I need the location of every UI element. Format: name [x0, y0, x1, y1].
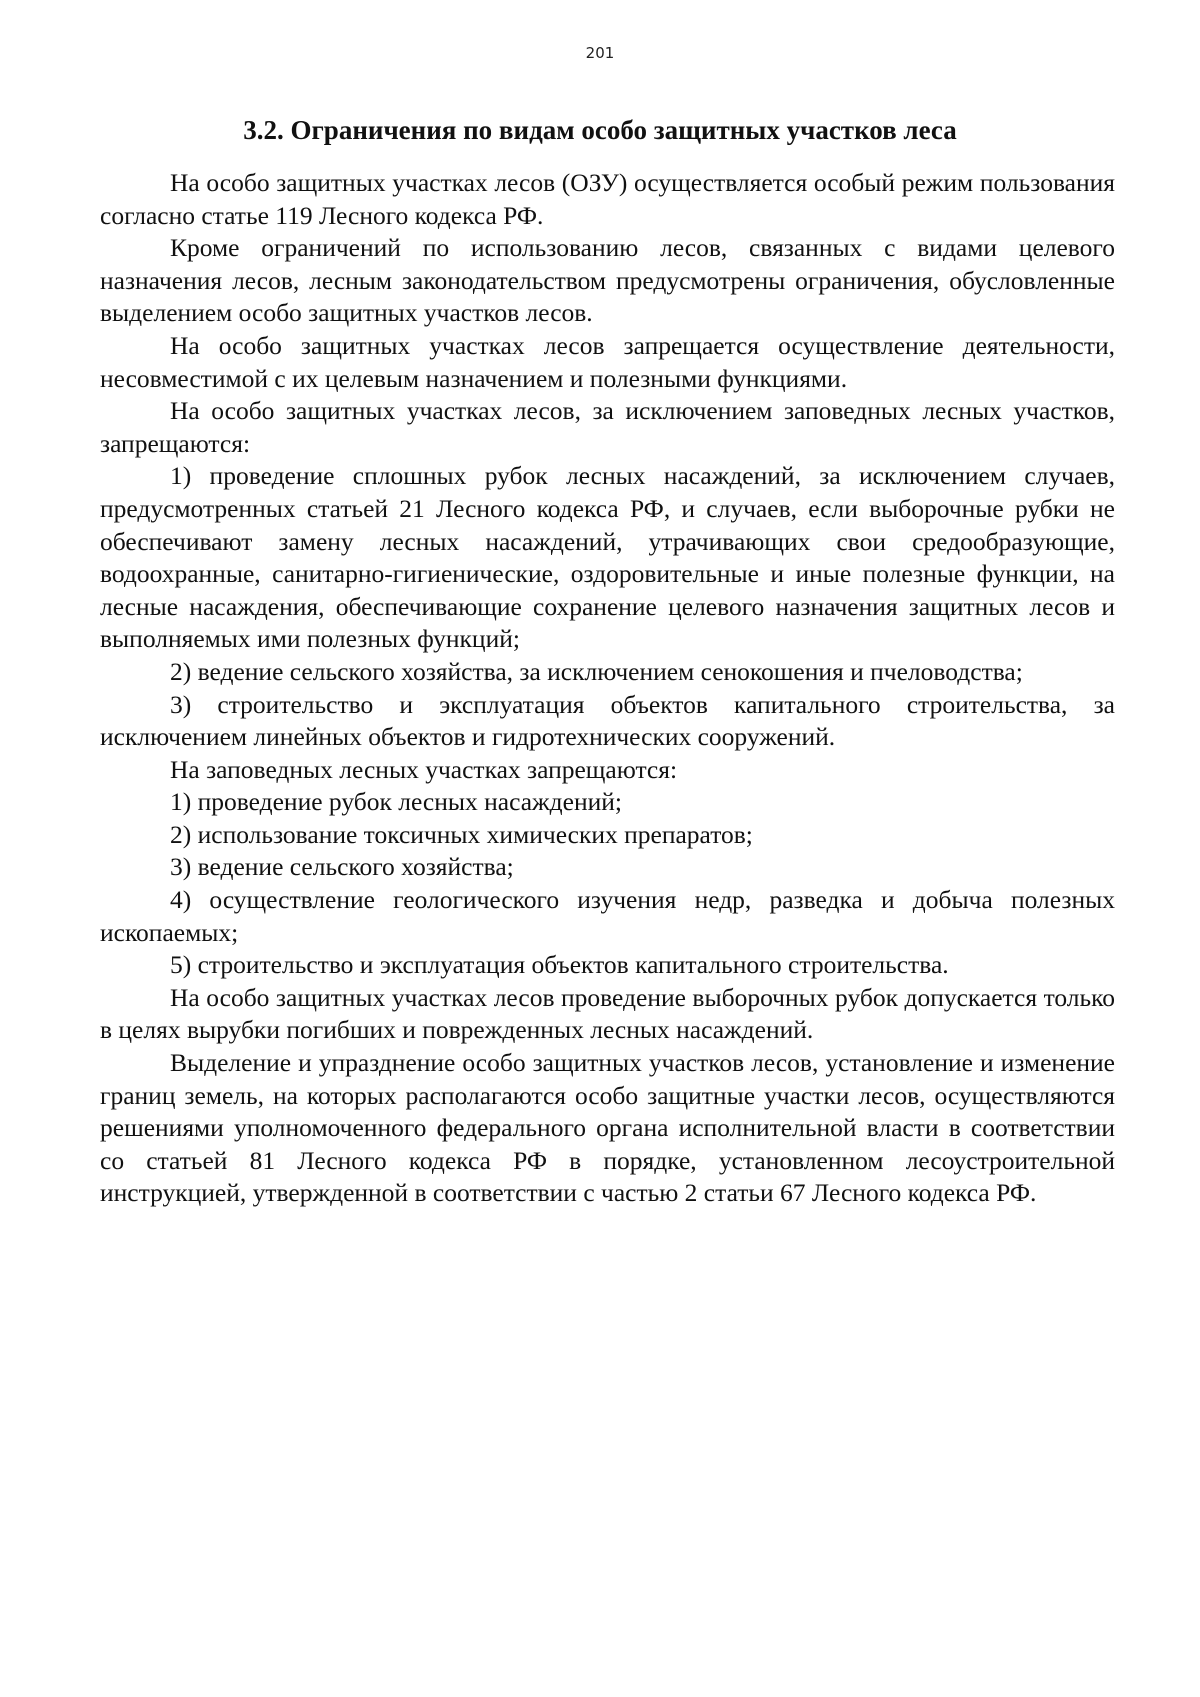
list-item: 1) проведение сплошных рубок лесных насаждений, за исключением случаев, предусмотренных статьей 21 Лесного кодекса РФ, и случаев, если выборочные рубки не обеспечивают замену лесных насаждений, утрачивающих свои средообразующие, водоохранные, санитарно-гигиенические, оздоровительные и иные полезные функции, на лесные насаждения, обеспечивающие сохранение целевого назначения защитных лесов и выполняемых ими полезных функций; — [100, 461, 1115, 654]
section-title: 3.2. Ограничения по видам особо защитных участков леса — [243, 115, 957, 145]
paragraph: На заповедных лесных участках запрещаются: — [170, 754, 678, 784]
list-item: 3) ведение сельского хозяйства; — [170, 852, 514, 882]
paragraph: На особо защитных участках лесов, за исключением заповедных лесных участков, запрещаются: — [100, 396, 1115, 458]
list-item: 3) строительство и эксплуатация объектов капитального строительства, за исключением линейных объектов и гидротехнических сооружений. — [100, 689, 1115, 752]
paragraph: На особо защитных участках лесов запрещается осуществление деятельности, несовместимой с их целевым назначением и полезными функциями. — [100, 330, 1115, 393]
list-item: 4) осуществление геологического изучения недр, разведка и добыча полезных ископаемых; — [100, 885, 1115, 947]
list-item: 5) строительство и эксплуатация объектов капитального строительства. — [170, 950, 949, 980]
paragraph: На особо защитных участках лесов проведение выборочных рубок допускается только в целях вырубки погибших и поврежденных лесных насаждений. — [100, 982, 1115, 1045]
list-item: 2) ведение сельского хозяйства, за исключением сенокошения и пчеловодства; — [170, 656, 1023, 686]
paragraph: Кроме ограничений по использованию лесов, связанных с видами целевого назначения лесов, лесным законодательством предусмотрены ограничения, обусловленные выделением особо защитных участков лесов. — [100, 233, 1115, 328]
paragraph: На особо защитных участках лесов (ОЗУ) осуществляется особый режим пользования согласно статье 119 Лесного кодекса РФ. — [100, 168, 1115, 230]
document-body — [100, 167, 1115, 1210]
list-item: 2) использование токсичных химических препаратов; — [170, 819, 753, 849]
list-item: 1) проведение рубок лесных насаждений; — [170, 787, 622, 817]
paragraph: Выделение и упразднение особо защитных участков лесов, установление и изменение границ земель, на которых располагаются особо защитные участки лесов, осуществляются решениями уполномоченного федерального органа исполнительной власти в соответствии со статьей 81 Лесного кодекса РФ в порядке, установленном лесоустроительной инструкцией, утвержденной в соответствии с частью 2 статьи 67 Лесного кодекса РФ. — [100, 1048, 1115, 1208]
page-number: 201 — [585, 44, 615, 62]
